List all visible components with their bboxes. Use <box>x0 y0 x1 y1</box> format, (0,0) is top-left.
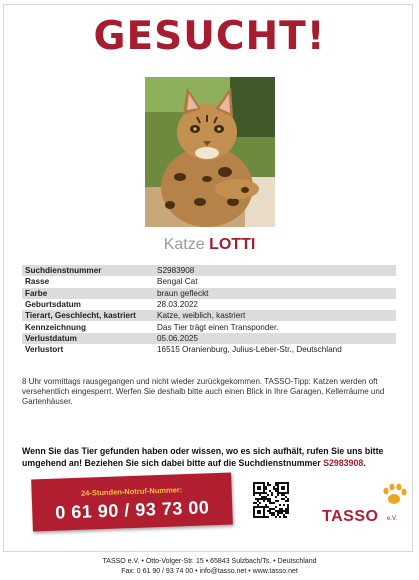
details-value: 16515 Oranienburg, Julius-Leber-Str., Deutschland <box>154 344 396 355</box>
pet-name: LOTTI <box>209 236 256 253</box>
details-label: Rasse <box>22 276 154 287</box>
details-label: Suchdienstnummer <box>22 265 154 276</box>
cta-search-number: S2983908 <box>323 457 364 468</box>
details-row <box>22 276 396 287</box>
poster-title: GESUCHT! <box>93 14 326 59</box>
details-label: Kennzeichnung <box>22 321 154 332</box>
details-table <box>22 265 396 355</box>
hotline-number[interactable]: 0 61 90 / 93 73 00 <box>54 497 210 523</box>
details-row <box>22 321 396 332</box>
details-value: Das Tier trägt einen Transponder. <box>154 321 396 332</box>
footer-address: TASSO e.V. • Otto-Volger-Str. 15 • 65843 Sulzbach/Ts. • Deutschland <box>102 558 317 565</box>
details-value: Katze, weiblich, kastriert <box>154 310 396 321</box>
tasso-logo <box>322 481 410 527</box>
details-label: Verlustort <box>22 344 154 355</box>
tasso-wordmark: TASSO <box>322 508 379 525</box>
details-row <box>22 299 396 310</box>
details-value: braun gefleckt <box>154 288 396 299</box>
details-row <box>22 310 396 321</box>
details-value: 05.06.2025 <box>154 333 396 344</box>
cta-end: . <box>363 457 366 468</box>
tasso-ev: e.V. <box>387 516 398 522</box>
details-label: Geburtsdatum <box>22 299 154 310</box>
details-value: Bengal Cat <box>154 276 396 287</box>
qr-code <box>253 482 289 518</box>
pet-species: Katze <box>163 236 205 253</box>
details-row <box>22 288 396 299</box>
call-to-action <box>22 446 398 469</box>
footer-contact: Fax: 0 61 90 / 93 74 00 • info@tasso.net • www.tasso.net <box>121 568 298 575</box>
details-value: 28.03.2022 <box>154 299 396 310</box>
hotline-banner <box>31 473 233 532</box>
details-label: Verlustdatum <box>22 333 154 344</box>
cat-photo <box>145 77 275 227</box>
cta-text: Wenn Sie das Tier gefunden haben oder wissen, wo es sich aufhält, rufen Sie uns bitte umgehend an! Beziehen Sie sich dabei bitte auf die Suchdienstnummer <box>22 446 384 468</box>
description-text: 8 Uhr vormittags rausgegangen und nicht wieder zurückgekommen. TASSO-Tipp: Katzen werden oft versehentlich eingesperrt. Werfen Sie deshalb bitte auch einen Blick in Ihre Garagen, Kellerräume und Gartenhäuser. <box>22 377 385 406</box>
details-row <box>22 333 396 344</box>
details-label: Tierart, Geschlecht, kastriert <box>22 310 154 321</box>
details-value: S2983908 <box>154 265 396 276</box>
details-row <box>22 344 396 355</box>
details-row <box>22 265 396 276</box>
paw-icon <box>378 481 408 507</box>
hotline-label: 24-Stunden-Notruf-Nummer: <box>80 485 183 498</box>
details-label: Farbe <box>22 288 154 299</box>
pet-name-heading <box>0 236 419 254</box>
